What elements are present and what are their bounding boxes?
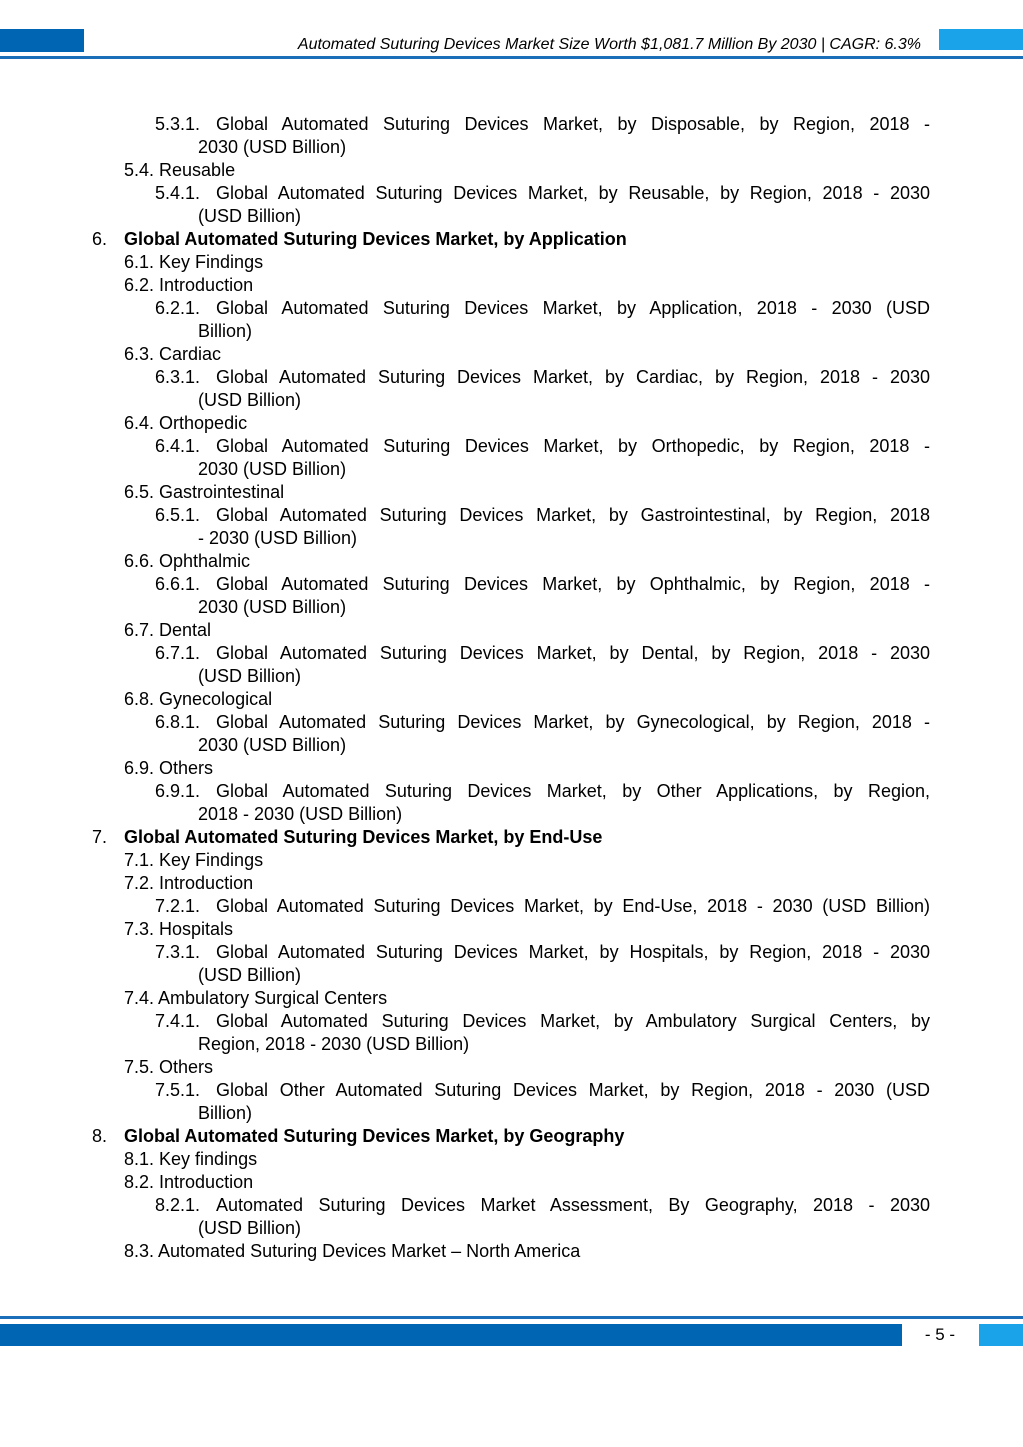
item-text-continued: (USD Billion) <box>198 666 302 686</box>
item-text-continued: (USD Billion) <box>198 1218 302 1238</box>
section-heading: Global Automated Suturing Devices Market, by Geography <box>124 1126 625 1146</box>
section-number: 8. <box>92 1126 108 1146</box>
subsection-entry: 7.4. Ambulatory Surgical Centers <box>124 988 388 1008</box>
subsection-entry: 8.3. Automated Suturing Devices Market – North America <box>124 1241 581 1261</box>
item-text: Global Automated Suturing Devices Market, by Gynecological, by Region, 2018 - <box>216 712 930 732</box>
item-number: 6.3.1. <box>155 367 201 387</box>
section-number: 7. <box>92 827 108 847</box>
item-number: 5.3.1. <box>155 114 201 134</box>
item-text-continued: Billion) <box>198 321 253 341</box>
item-number: 6.2.1. <box>155 298 201 318</box>
item-text-continued: 2030 (USD Billion) <box>198 459 347 479</box>
item-text: Global Automated Suturing Devices Market, by Reusable, by Region, 2018 - 2030 <box>216 183 930 203</box>
item-number: 5.4.1. <box>155 183 201 203</box>
subsection-entry: 5.4. Reusable <box>124 160 236 180</box>
item-text: Global Automated Suturing Devices Market, by Other Applications, by Region, <box>216 781 930 801</box>
item-number: 7.4.1. <box>155 1011 201 1031</box>
item-text: Global Automated Suturing Devices Market, by Hospitals, by Region, 2018 - 2030 <box>216 942 930 962</box>
subsection-entry: 8.2. Introduction <box>124 1172 254 1192</box>
item-text-continued: Billion) <box>198 1103 253 1123</box>
footer-accent-right <box>979 1324 1023 1346</box>
item-text: Global Automated Suturing Devices Market, by Dental, by Region, 2018 - 2030 <box>216 643 930 663</box>
item-number: 8.2.1. <box>155 1195 201 1215</box>
item-text: Global Automated Suturing Devices Market, by Ophthalmic, by Region, 2018 - <box>216 574 930 594</box>
subsection-entry: 6.5. Gastrointestinal <box>124 482 285 502</box>
subsection-entry: 6.2. Introduction <box>124 275 254 295</box>
subsection-entry: 7.3. Hospitals <box>124 919 234 939</box>
item-text-continued: (USD Billion) <box>198 206 302 226</box>
item-text: Global Automated Suturing Devices Market, by End-Use, 2018 - 2030 (USD Billion) <box>216 896 930 916</box>
subsection-entry: 6.6. Ophthalmic <box>124 551 251 571</box>
item-text-continued: 2030 (USD Billion) <box>198 137 347 157</box>
subsection-entry: 6.9. Others <box>124 758 214 778</box>
subsection-entry: 8.1. Key findings <box>124 1149 258 1169</box>
footer-rule <box>0 1316 1023 1319</box>
item-text: Global Automated Suturing Devices Market, by Application, 2018 - 2030 (USD <box>216 298 930 318</box>
subsection-entry: 6.4. Orthopedic <box>124 413 248 433</box>
subsection-entry: 7.1. Key Findings <box>124 850 264 870</box>
item-text-continued: - 2030 (USD Billion) <box>198 528 358 548</box>
item-number: 6.5.1. <box>155 505 201 525</box>
page-number: - 5 - <box>924 1325 956 1344</box>
item-text: Global Automated Suturing Devices Market, by Disposable, by Region, 2018 - <box>216 114 930 134</box>
item-text-continued: (USD Billion) <box>198 390 302 410</box>
item-number: 6.4.1. <box>155 436 201 456</box>
subsection-entry: 7.5. Others <box>124 1057 214 1077</box>
item-number: 6.9.1. <box>155 781 201 801</box>
subsection-entry: 7.2. Introduction <box>124 873 254 893</box>
item-number: 6.7.1. <box>155 643 201 663</box>
item-number: 7.2.1. <box>155 896 201 916</box>
item-number: 7.5.1. <box>155 1080 201 1100</box>
header-title: Automated Suturing Devices Market Size Worth $1,081.7 Million By 2030 | CAGR: 6.3% <box>297 36 921 53</box>
item-text: Global Automated Suturing Devices Market, by Gastrointestinal, by Region, 2018 <box>216 505 930 525</box>
item-text: Global Other Automated Suturing Devices Market, by Region, 2018 - 2030 (USD <box>216 1080 930 1100</box>
item-text: Global Automated Suturing Devices Market, by Ambulatory Surgical Centers, by <box>216 1011 930 1031</box>
item-number: 7.3.1. <box>155 942 201 962</box>
item-text-continued: 2030 (USD Billion) <box>198 735 347 755</box>
item-number: 6.6.1. <box>155 574 201 594</box>
item-text-continued: (USD Billion) <box>198 965 302 985</box>
subsection-entry: 6.8. Gynecological <box>124 689 273 709</box>
item-number: 6.8.1. <box>155 712 201 732</box>
item-text: Global Automated Suturing Devices Market, by Orthopedic, by Region, 2018 - <box>216 436 930 456</box>
section-heading: Global Automated Suturing Devices Market, by End-Use <box>124 827 603 847</box>
section-number: 6. <box>92 229 108 249</box>
item-text: Global Automated Suturing Devices Market, by Cardiac, by Region, 2018 - 2030 <box>216 367 930 387</box>
subsection-entry: 6.1. Key Findings <box>124 252 264 272</box>
section-heading: Global Automated Suturing Devices Market, by Application <box>124 229 627 249</box>
header-rule <box>0 56 1023 59</box>
item-text-continued: 2018 - 2030 (USD Billion) <box>198 804 403 824</box>
item-text-continued: Region, 2018 - 2030 (USD Billion) <box>198 1034 470 1054</box>
header-accent-right <box>939 29 1023 50</box>
subsection-entry: 6.7. Dental <box>124 620 212 640</box>
subsection-entry: 6.3. Cardiac <box>124 344 222 364</box>
item-text-continued: 2030 (USD Billion) <box>198 597 347 617</box>
footer-accent-left <box>0 1324 902 1346</box>
item-text: Automated Suturing Devices Market Assessment, By Geography, 2018 - 2030 <box>216 1195 930 1215</box>
